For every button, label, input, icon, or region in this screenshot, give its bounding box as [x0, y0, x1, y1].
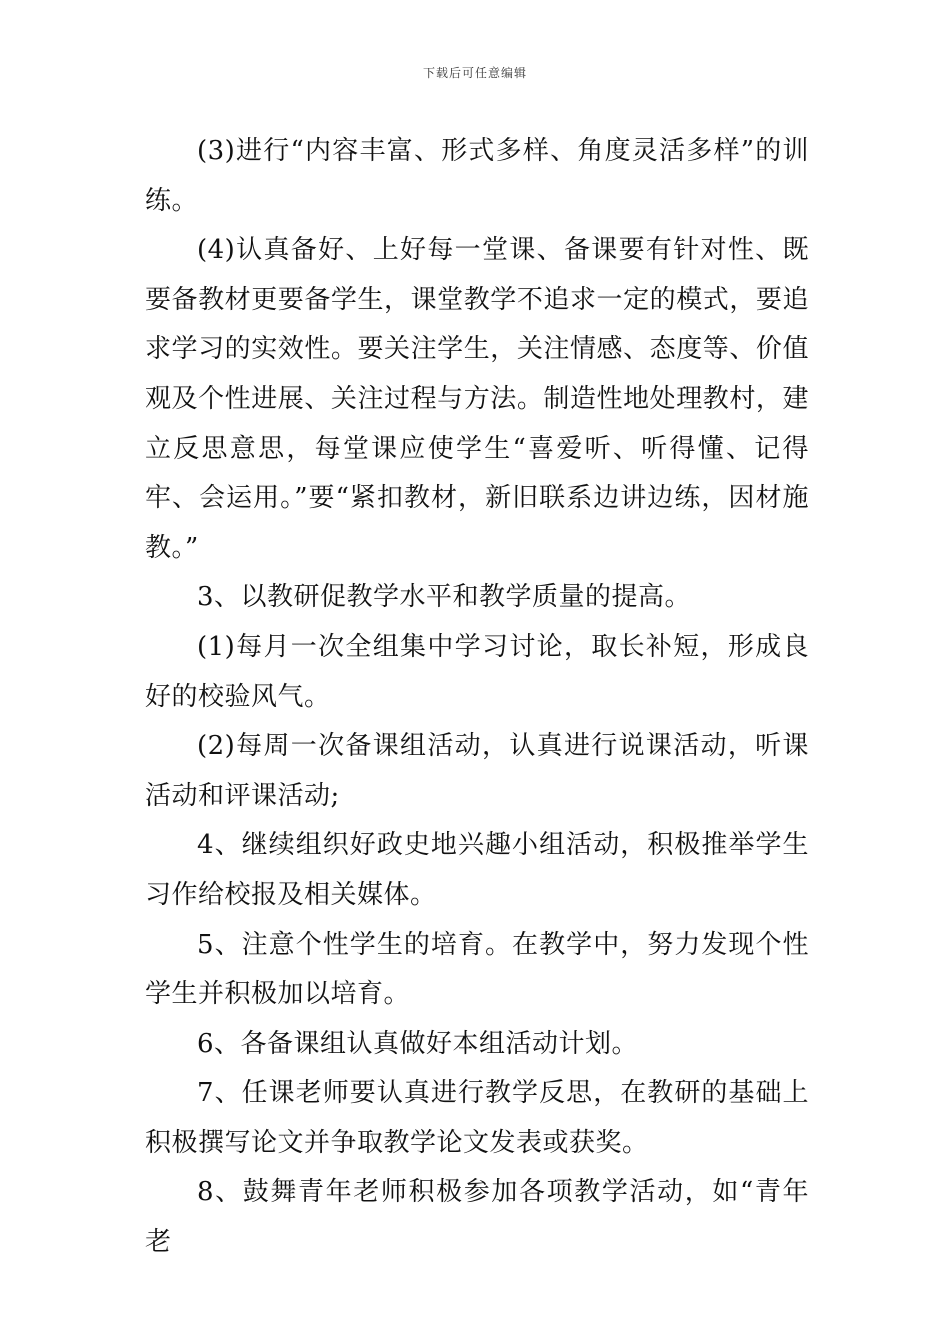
paragraph-section-7: 7、任课老师要认真进行教学反思，在教研的基础上积极撰写论文并争取教学论文发表或获奖。 [145, 1078, 809, 1158]
document-body [145, 127, 809, 1268]
page-header: 下载后可任意编辑 [422, 66, 527, 80]
paragraph-item-1: (1)每月一次全组集中学习讨论，取长补短，形成良好的校验风气。 [145, 631, 809, 712]
paragraph-section-4: 4、继续组织好政史地兴趣小组活动，积极推举学生习作给校报及相关媒体。 [145, 830, 809, 910]
paragraph-item-4: (4)认真备好、上好每一堂课、备课要有针对性、既要备教材更要备学生，课堂教学不追求一定的模式，要追求学习的实效性。要关注学生，关注情感、态度等、价值观及个性进展、关注过程与方法。制造性地处理教村，建立反思意思，每堂课应使学生“喜爱听、听得懂、记得牢、会运用。”要“紧扣教材，新旧联系边讲边练，因材施教。” [145, 235, 809, 563]
paragraph-item-3: (3)进行“内容丰富、形式多样、角度灵活多样”的训练。 [145, 136, 809, 216]
paragraph-section-5: 5、注意个性学生的培育。在教学中，努力发现个性学生并积极加以培育。 [145, 929, 809, 1010]
paragraph-section-8: 8、鼓舞青年老师积极参加各项教学活动，如“青年老 [145, 1177, 809, 1258]
paragraph-section-6: 6、各备课组认真做好本组活动计划。 [197, 1028, 639, 1059]
paragraph-section-3: 3、以教研促教学水平和教学质量的提高。 [197, 582, 692, 613]
paragraph-item-2: (2)每周一次备课组活动，认真进行说课活动，听课活动和评课活动; [145, 731, 809, 811]
